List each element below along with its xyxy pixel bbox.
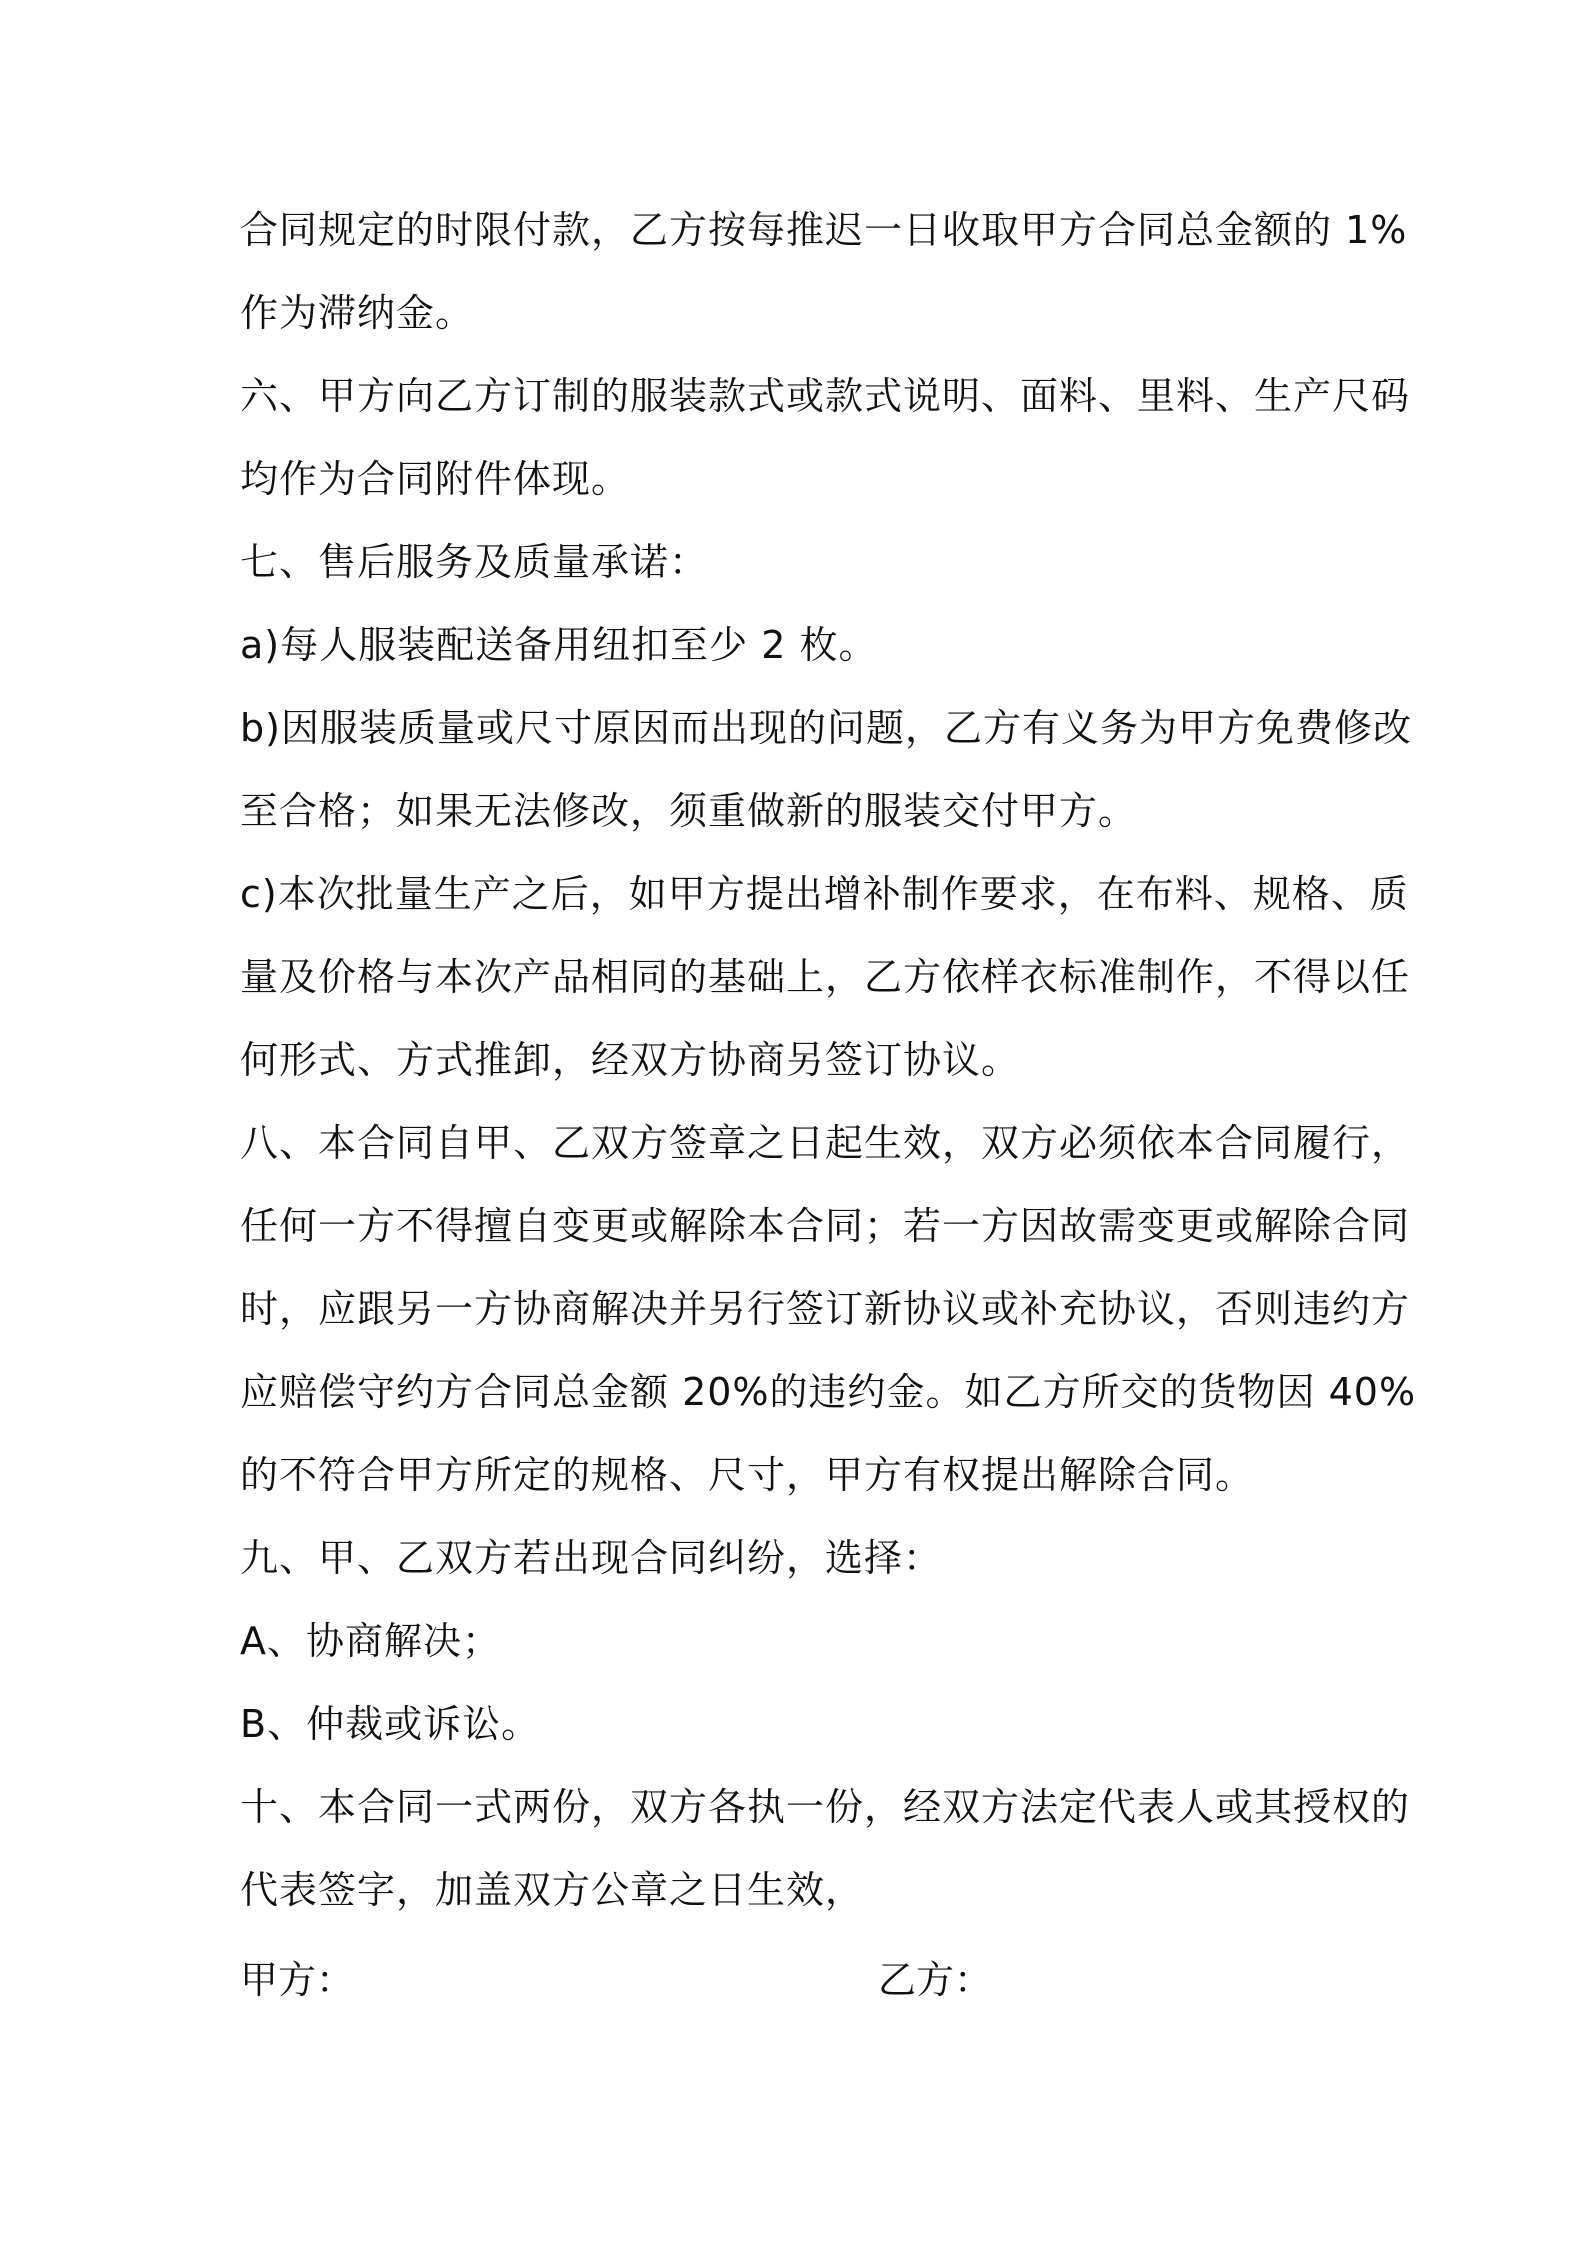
text-line: 代表签字，加盖双方公章之日生效，	[240, 1868, 865, 1912]
text-line: 的不符合甲方所定的规格、尺寸，甲方有权提出解除合同。	[240, 1453, 1255, 1497]
text-line: B、仲裁或诉讼。	[240, 1702, 541, 1746]
text-line: 作为滞纳金。	[240, 291, 475, 335]
party-b-signature-label: 乙方：	[878, 1958, 993, 2002]
text-line: 量及价格与本次产品相同的基础上，乙方依样衣标准制作，不得以任	[240, 955, 1411, 999]
text-line: 六、甲方向乙方订制的服装款式或款式说明、面料、里料、生产尺码	[240, 374, 1411, 418]
text-line: 八、本合同自甲、乙双方签章之日起生效，双方必须依本合同履行，	[240, 1121, 1411, 1165]
text-line: A、协商解决；	[240, 1619, 501, 1663]
text-line: 合同规定的时限付款，乙方按每推迟一日收取甲方合同总金额的 1%	[240, 208, 1408, 252]
text-line: c)本次批量生产之后，如甲方提出增补制作要求，在布料、规格、质	[240, 872, 1409, 916]
text-line: 时，应跟另一方协商解决并另行签订新协议或补充协议，否则违约方	[240, 1287, 1411, 1331]
text-line: 九、甲、乙双方若出现合同纠纷，选择：	[240, 1536, 943, 1580]
text-line: 应赔偿守约方合同总金额 20%的违约金。如乙方所交的货物因 40%	[240, 1370, 1417, 1414]
text-line: 十、本合同一式两份，双方各执一份，经双方法定代表人或其授权的	[240, 1785, 1411, 1829]
text-line: 何形式、方式推卸，经双方协商另签订协议。	[240, 1038, 1021, 1082]
text-line: 均作为合同附件体现。	[240, 457, 631, 501]
text-line: 七、售后服务及质量承诺：	[240, 540, 709, 584]
text-line: b)因服装质量或尺寸原因而出现的问题，乙方有义务为甲方免费修改	[240, 706, 1412, 750]
text-line: 任何一方不得擅自变更或解除本合同；若一方因故需变更或解除合同	[240, 1204, 1411, 1248]
party-a-signature-label: 甲方：	[240, 1958, 355, 2002]
text-line: 至合格；如果无法修改，须重做新的服装交付甲方。	[240, 789, 1138, 833]
text-line: a)每人服装配送备用纽扣至少 2 枚。	[240, 623, 878, 667]
